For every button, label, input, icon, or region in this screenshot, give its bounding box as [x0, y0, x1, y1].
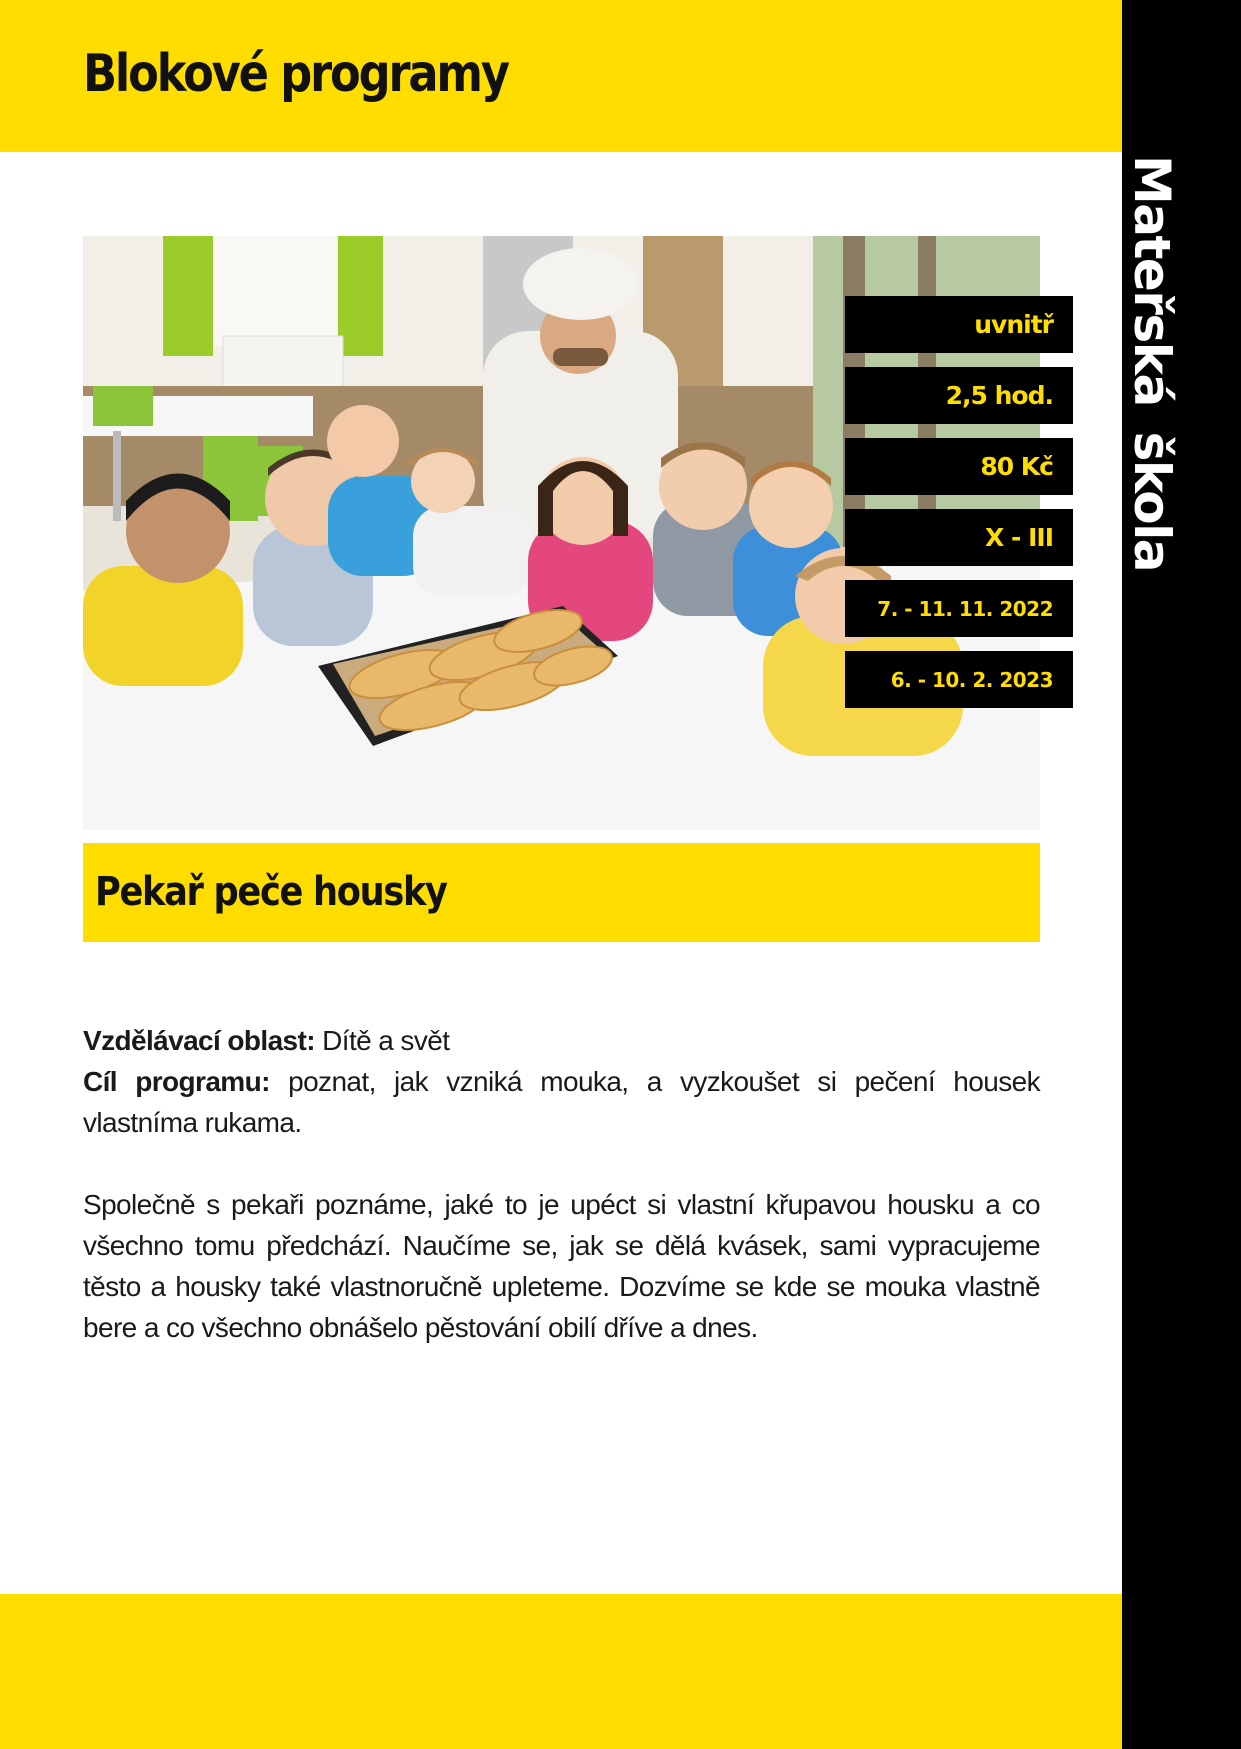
sidebar	[1122, 0, 1241, 1749]
area-label: Vzdělávací oblast:	[83, 1025, 315, 1056]
header-band	[0, 0, 1122, 152]
area-value: Dítě a svět	[314, 1025, 450, 1056]
info-price: 80 Kč	[845, 438, 1073, 495]
info-date-1: 7. - 11. 11. 2022	[845, 580, 1073, 637]
sidebar-title: Mateřská škola	[1123, 155, 1181, 572]
info-season: X - III	[845, 509, 1073, 566]
spacer	[83, 1143, 1040, 1184]
goal-label: Cíl programu:	[83, 1066, 270, 1097]
description-text: Společně s pekaři poznáme, jaké to je upéct si vlastní křupavou housku a co všechno tomu předchází. Naučíme se, jak se dělá kvásek, sami vypracujeme těsto a housky také vlastnoručně upleteme. Dozvíme se kde se mouka vlastně bere a co všechno obnášelo pěstování obilí dříve a dnes.	[83, 1189, 1040, 1343]
program-title: Pekař peče housky	[95, 869, 447, 915]
info-duration: 2,5 hod.	[845, 367, 1073, 424]
info-date-2: 6. - 10. 2. 2023	[845, 651, 1073, 708]
program-info	[845, 296, 1073, 722]
program-title-box	[83, 843, 1040, 942]
page-title: Blokové programy	[83, 44, 508, 104]
program-description	[83, 1020, 1040, 1348]
area-line	[83, 1020, 1040, 1061]
goal-value: poznat, jak vzniká mouka, a vyzkoušet si pečení housek vlastníma rukama.	[83, 1066, 1040, 1138]
goal-line	[83, 1061, 1040, 1143]
info-location: uvnitř	[845, 296, 1073, 353]
footer-band	[0, 1594, 1122, 1749]
